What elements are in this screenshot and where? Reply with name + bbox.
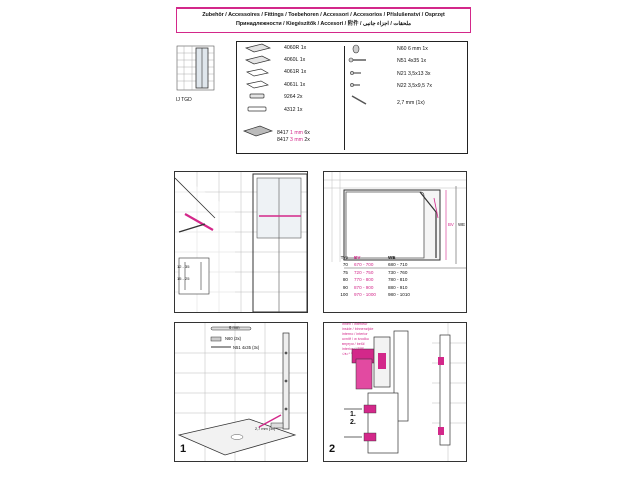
table-cell: 780 - 810 xyxy=(388,277,408,283)
callout-label: N60 (3x) xyxy=(225,336,242,341)
part-label: 4060R 1x xyxy=(284,45,307,51)
part-label: N60 6 mm 1x xyxy=(397,46,428,52)
part-label: N51 4x35 1x xyxy=(397,58,427,64)
cover-4061R-icon xyxy=(247,69,268,76)
table-cell: 100 xyxy=(340,292,348,298)
callout-label: 6 mm xyxy=(229,325,240,330)
table-cell: 720 - 750 xyxy=(354,269,374,275)
product-label: IJ TGD xyxy=(176,97,192,103)
table-row xyxy=(328,284,422,291)
bracket-4060R-icon xyxy=(246,44,270,52)
cover-4061L-icon xyxy=(247,81,268,88)
table-row xyxy=(328,269,422,276)
table-row xyxy=(328,276,422,283)
part-label: N22 3,5x9,5 7x xyxy=(397,83,432,89)
table-cell: 970 - 1000 xyxy=(354,292,376,298)
table-cell: 980 - 1010 xyxy=(388,292,410,298)
cap-9264-icon xyxy=(250,94,264,98)
part-label: 4060L 1x xyxy=(284,57,306,63)
table-row xyxy=(328,291,422,298)
part-label: 4061L 1x xyxy=(284,82,306,88)
we-axis-label: WE xyxy=(458,222,466,227)
header-line-2: Принадлежности / Kiegészítők / Accesori / 附件 / ملحقات / اجزاء جانبی xyxy=(235,21,411,27)
part-label: N21 3,5x13 3x xyxy=(397,71,431,77)
language-label: uvnitř / w środku xyxy=(342,336,369,341)
drill-bit-icon xyxy=(352,96,366,104)
table-cell: 680 - 710 xyxy=(388,262,408,268)
part-label: 9264 2x xyxy=(284,94,303,100)
table-cell: 75 xyxy=(342,269,348,275)
seal-4312-icon xyxy=(248,107,266,111)
inside-language-labels xyxy=(342,322,382,356)
part-label: 8417 1 mm 6x xyxy=(277,130,310,136)
table-cell: 70 xyxy=(342,262,348,268)
dimension-label: 15 - 25 xyxy=(177,276,190,281)
language-label: interior / 内侧 xyxy=(342,346,364,351)
language-label: inside / binnenzijde xyxy=(342,326,374,331)
part-label: 4312 1x xyxy=(284,107,303,113)
bracket-4060L-icon xyxy=(246,56,270,64)
drill-label: 2,7 mm (1x) xyxy=(255,427,276,431)
table-cell: 880 - 910 xyxy=(388,284,408,290)
panel-dimensions xyxy=(323,171,467,313)
language-label: внутри / belül xyxy=(342,341,365,346)
header-line-1: Zubehör / Accessoires / Fittings / Toebehoren / Accessori / Accesorios / Příslušenství / Osprzęt xyxy=(202,12,445,18)
substep-label: 1. xyxy=(350,411,356,418)
part-label: 2,7 mm (1x) xyxy=(397,100,425,106)
table-cell: 670 - 700 xyxy=(354,262,374,268)
table-cell: 80 xyxy=(342,277,348,283)
step-number: 2 xyxy=(329,443,336,455)
step-number: 1 xyxy=(180,443,187,455)
table-header xyxy=(328,254,422,261)
table-cell: 90 xyxy=(342,284,348,290)
table-cell: 770 - 800 xyxy=(354,277,374,283)
language-label: innen / intérieur xyxy=(342,322,368,326)
table-cell: 870 - 900 xyxy=(354,284,374,290)
panel-step-1 xyxy=(174,322,308,462)
dimension-label: 12 - 35 xyxy=(177,264,190,269)
substep-label: 2. xyxy=(350,419,356,426)
dowel-N60-icon xyxy=(353,45,359,53)
language-label: interno / interior xyxy=(342,331,368,336)
panel-wall-mounting xyxy=(174,171,308,313)
part-label: 4061R 1x xyxy=(284,69,307,75)
part-label: 8417 3 mm 2x xyxy=(277,137,310,143)
table-header-cell: WE xyxy=(388,255,396,260)
bv-axis-label: BV xyxy=(448,222,454,227)
dimension-table xyxy=(328,254,422,298)
table-header-cell: Typ xyxy=(340,255,348,260)
table-row xyxy=(328,261,422,268)
table-header-cell: BV xyxy=(354,255,361,260)
callout-label: N51 4x35 (3x) xyxy=(233,345,260,350)
shim-8417-icon xyxy=(244,126,272,136)
language-label: داخل / درون xyxy=(342,351,361,356)
table-cell: 730 - 760 xyxy=(388,269,408,275)
